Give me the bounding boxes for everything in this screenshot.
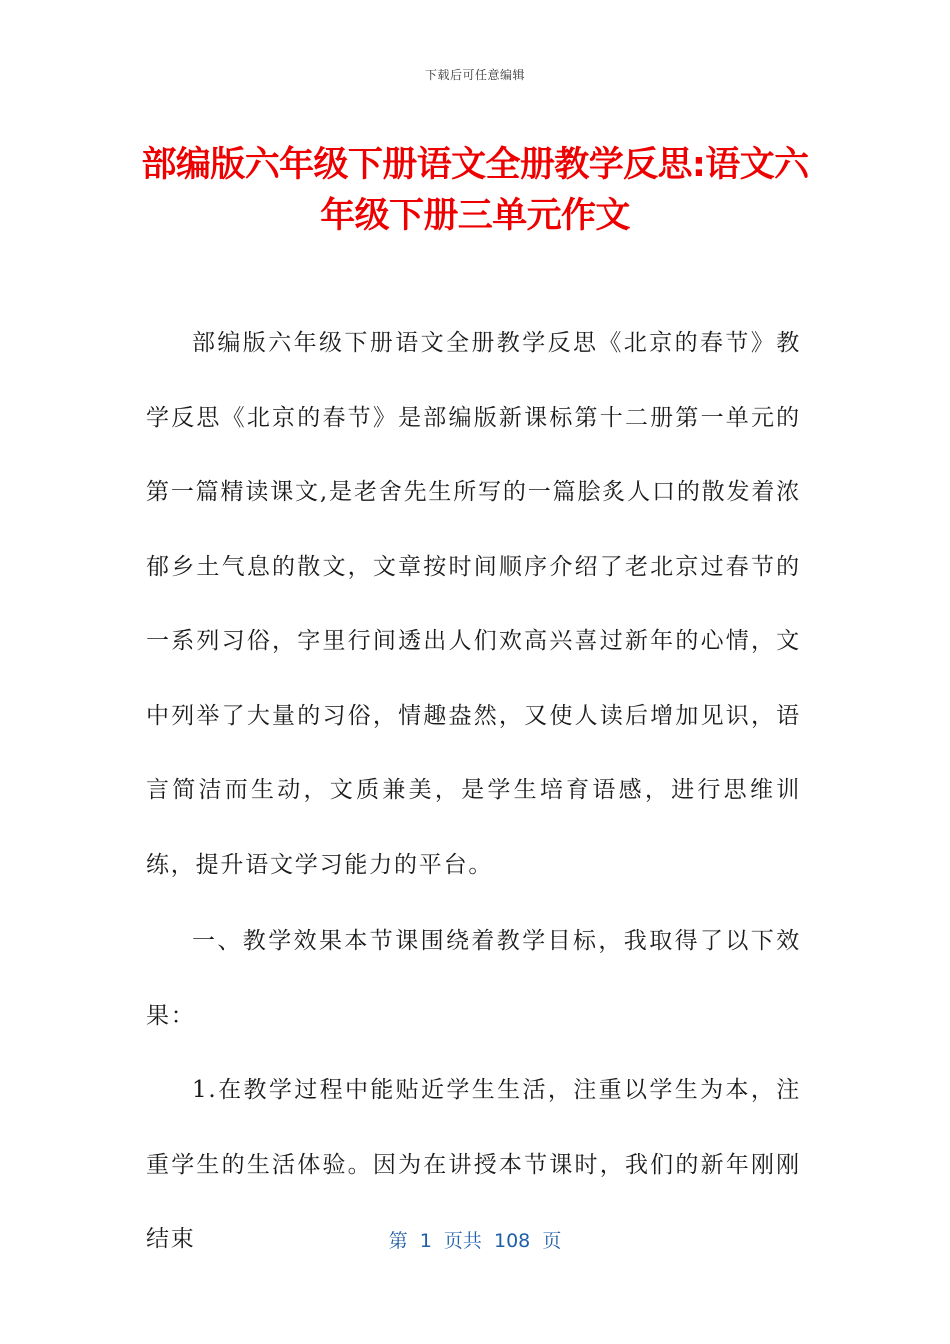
- header-note: 下载后可任意编辑: [424, 68, 525, 82]
- paragraph-section-heading: 一、教学效果本节课围绕着教学目标，我取得了以下效果：: [146, 928, 801, 1029]
- document-title: 部编版六年级下册语文全册教学反思:语文六年级下册三单元作文: [141, 145, 809, 236]
- page-footer: 第 1 页共 108 页: [388, 1230, 562, 1252]
- paragraph-intro: 部编版六年级下册语文全册教学反思《北京的春节》教学反思《北京的春节》是部编版新课标第十二册第一单元的第一篇精读课文,是老舍先生所写的一篇脍炙人口的散发着浓郁乡土气息的散文，文章按时间顺序介绍了老北京过春节的一系列习俗，字里行间透出人们欢高兴喜过新年的心情，文中列举了大量的习俗，情趣盎然，又使人读后增加见识，语言简洁而生动，文质兼美，是学生培育语感，进行思维训练，提升语文学习能力的平台。: [146, 330, 801, 878]
- paragraph-item-1: 1.在教学过程中能贴近学生生活，注重以学生为本，注重学生的生活体验。因为在讲授本节课时，我们的新年刚刚结束: [146, 1077, 801, 1252]
